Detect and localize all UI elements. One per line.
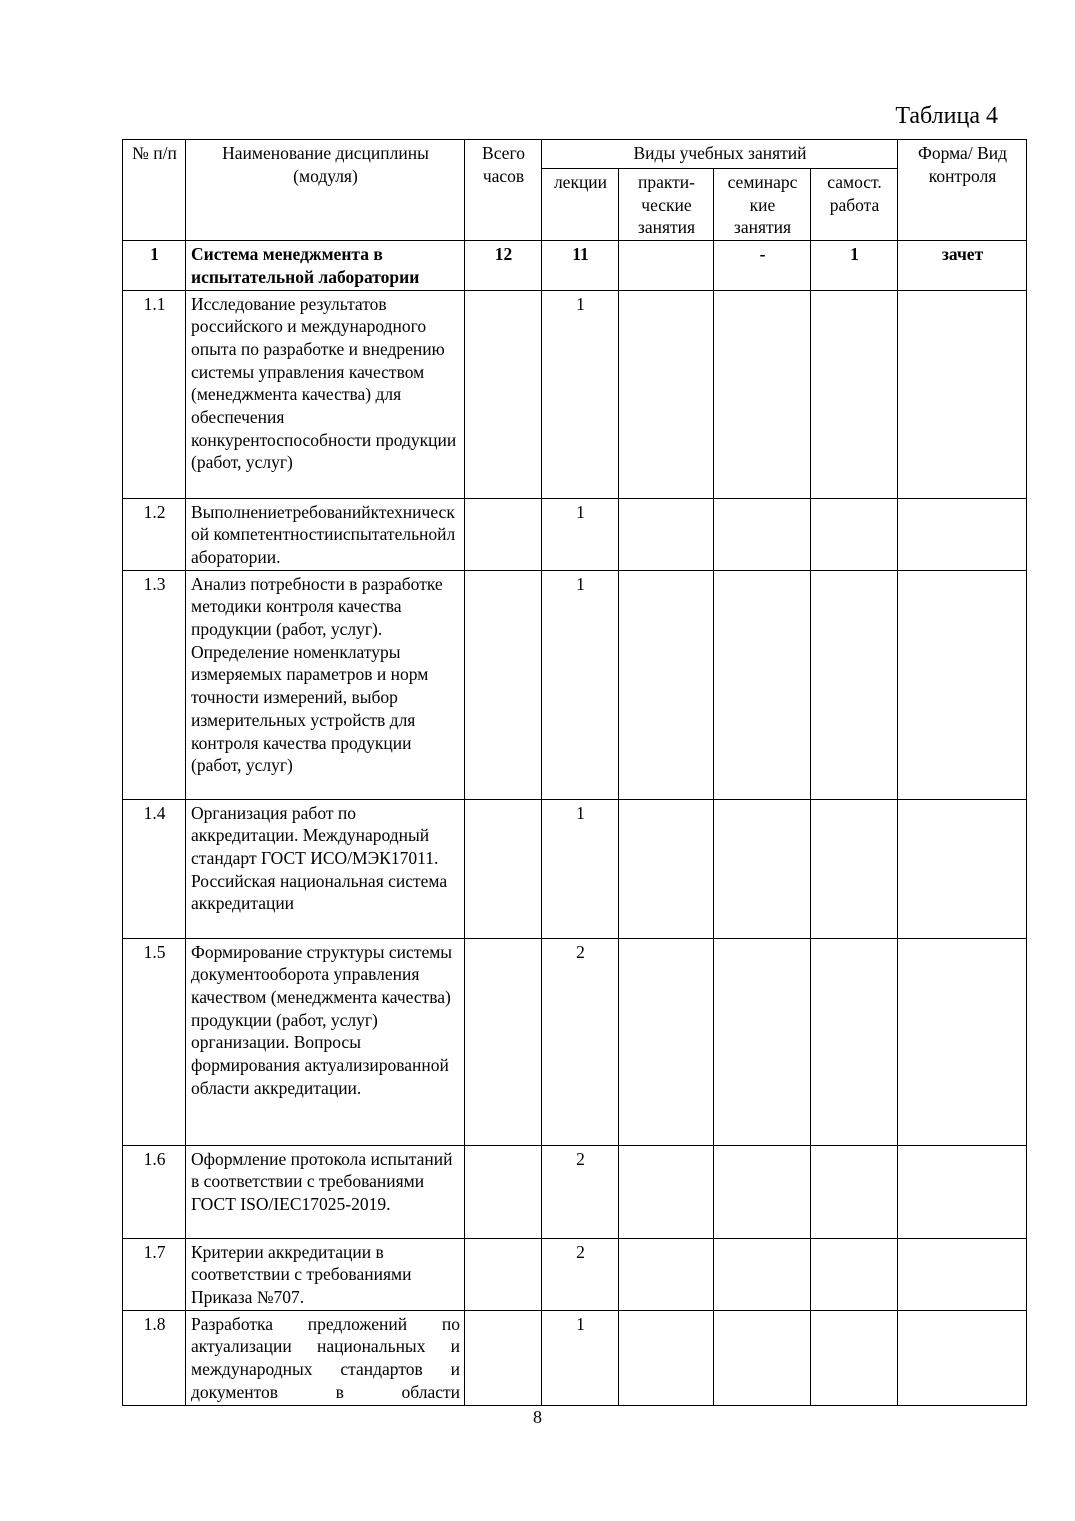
header-practical: практи-ческие занятия bbox=[619, 169, 714, 241]
row-name: Выполнениетребованийктехнической компетентностииспытательнойлаборатории. bbox=[186, 498, 465, 570]
header-types: Виды учебных занятий bbox=[542, 140, 898, 169]
row-total bbox=[465, 498, 542, 570]
row-seminar bbox=[714, 1310, 811, 1405]
row-control bbox=[898, 1238, 1027, 1310]
row-total bbox=[465, 1145, 542, 1238]
row-name: Анализ потребности в разработке методики контроля качества продукции (работ, услуг). Определение номенклатуры измеряемых параметров и норм точности измерений, выбор измерительных устройств для контроля качества продукции (работ, услуг) bbox=[186, 570, 465, 799]
row-total bbox=[465, 938, 542, 1145]
row-num: 1.8 bbox=[123, 1310, 186, 1405]
row-lectures: 2 bbox=[542, 1145, 619, 1238]
row-seminar bbox=[714, 498, 811, 570]
table-row bbox=[123, 1145, 1027, 1238]
row-total bbox=[465, 1310, 542, 1405]
row-num: 1.5 bbox=[123, 938, 186, 1145]
row-seminar bbox=[714, 570, 811, 799]
row-name: Оформление протокола испытаний в соответствии с требованиями ГОСТ ISO/IEC17025-2019. bbox=[186, 1145, 465, 1238]
row-self bbox=[811, 570, 898, 799]
row-control bbox=[898, 290, 1027, 498]
row-lectures: 1 bbox=[542, 290, 619, 498]
header-row-1 bbox=[123, 140, 1027, 169]
table-row bbox=[123, 799, 1027, 938]
row-control bbox=[898, 1145, 1027, 1238]
section-practical bbox=[619, 241, 714, 290]
row-practical bbox=[619, 1310, 714, 1405]
header-control: Форма/ Вид контроля bbox=[898, 140, 1027, 241]
row-self bbox=[811, 1145, 898, 1238]
row-total bbox=[465, 1238, 542, 1310]
row-practical bbox=[619, 799, 714, 938]
section-num: 1 bbox=[123, 241, 186, 290]
row-practical bbox=[619, 290, 714, 498]
section-lectures: 11 bbox=[542, 241, 619, 290]
page-number: 8 bbox=[533, 1407, 542, 1427]
row-control bbox=[898, 799, 1027, 938]
row-control bbox=[898, 1310, 1027, 1405]
row-name: Исследование результатов российского и международного опыта по разработке и внедрению системы управления качеством (менеджмента качества) для обеспечения конкурентоспособности продукции (работ, услуг) bbox=[186, 290, 465, 498]
row-lectures: 1 bbox=[542, 570, 619, 799]
row-total bbox=[465, 570, 542, 799]
section-self: 1 bbox=[811, 241, 898, 290]
header-name: Наименование дисциплины (модуля) bbox=[186, 140, 465, 241]
row-num: 1.2 bbox=[123, 498, 186, 570]
table-row bbox=[123, 498, 1027, 570]
header-total: Всего часов bbox=[465, 140, 542, 241]
row-self bbox=[811, 1238, 898, 1310]
row-control bbox=[898, 498, 1027, 570]
row-num: 1.1 bbox=[123, 290, 186, 498]
row-total bbox=[465, 290, 542, 498]
curriculum-table bbox=[122, 139, 1027, 1406]
section-control: зачет bbox=[898, 241, 1027, 290]
table-row bbox=[123, 1310, 1027, 1405]
row-self bbox=[811, 938, 898, 1145]
header-self: самост. работа bbox=[811, 169, 898, 241]
row-lectures: 2 bbox=[542, 938, 619, 1145]
header-lectures: лекции bbox=[542, 169, 619, 241]
header-seminar: семинарс кие занятия bbox=[714, 169, 811, 241]
row-lectures: 1 bbox=[542, 799, 619, 938]
row-total bbox=[465, 799, 542, 938]
table-row bbox=[123, 1238, 1027, 1310]
row-name: Формирование структуры системы документооборота управления качеством (менеджмента качества) продукции (работ, услуг) организации. Вопросы формирования актуализированной области аккредитации. bbox=[186, 938, 465, 1145]
row-name: Организация работ по аккредитации. Международный стандарт ГОСТ ИСО/МЭК17011. Российская национальная система аккредитации bbox=[186, 799, 465, 938]
table-row bbox=[123, 290, 1027, 498]
section-row bbox=[123, 241, 1027, 290]
row-practical bbox=[619, 1238, 714, 1310]
row-seminar bbox=[714, 1145, 811, 1238]
section-seminar: - bbox=[714, 241, 811, 290]
row-lectures: 2 bbox=[542, 1238, 619, 1310]
row-num: 1.4 bbox=[123, 799, 186, 938]
row-self bbox=[811, 290, 898, 498]
row-num: 1.3 bbox=[123, 570, 186, 799]
header-num: № п/п bbox=[123, 140, 186, 241]
row-seminar bbox=[714, 799, 811, 938]
row-practical bbox=[619, 570, 714, 799]
row-self bbox=[811, 498, 898, 570]
row-control bbox=[898, 938, 1027, 1145]
row-practical bbox=[619, 498, 714, 570]
row-num: 1.6 bbox=[123, 1145, 186, 1238]
row-seminar bbox=[714, 1238, 811, 1310]
row-lectures: 1 bbox=[542, 1310, 619, 1405]
row-name: Разработка предложений по актуализации национальных и международных стандартов и документов в области bbox=[186, 1310, 465, 1405]
section-total: 12 bbox=[465, 241, 542, 290]
row-self bbox=[811, 799, 898, 938]
row-self bbox=[811, 1310, 898, 1405]
row-control bbox=[898, 570, 1027, 799]
table-caption: Таблица 4 bbox=[895, 103, 998, 129]
row-practical bbox=[619, 938, 714, 1145]
row-num: 1.7 bbox=[123, 1238, 186, 1310]
row-name: Критерии аккредитации в соответствии с требованиями Приказа №707. bbox=[186, 1238, 465, 1310]
row-seminar bbox=[714, 290, 811, 498]
section-name: Система менеджмента в испытательной лаборатории bbox=[186, 241, 465, 290]
row-lectures: 1 bbox=[542, 498, 619, 570]
table-row bbox=[123, 938, 1027, 1145]
row-seminar bbox=[714, 938, 811, 1145]
row-practical bbox=[619, 1145, 714, 1238]
table-row bbox=[123, 570, 1027, 799]
